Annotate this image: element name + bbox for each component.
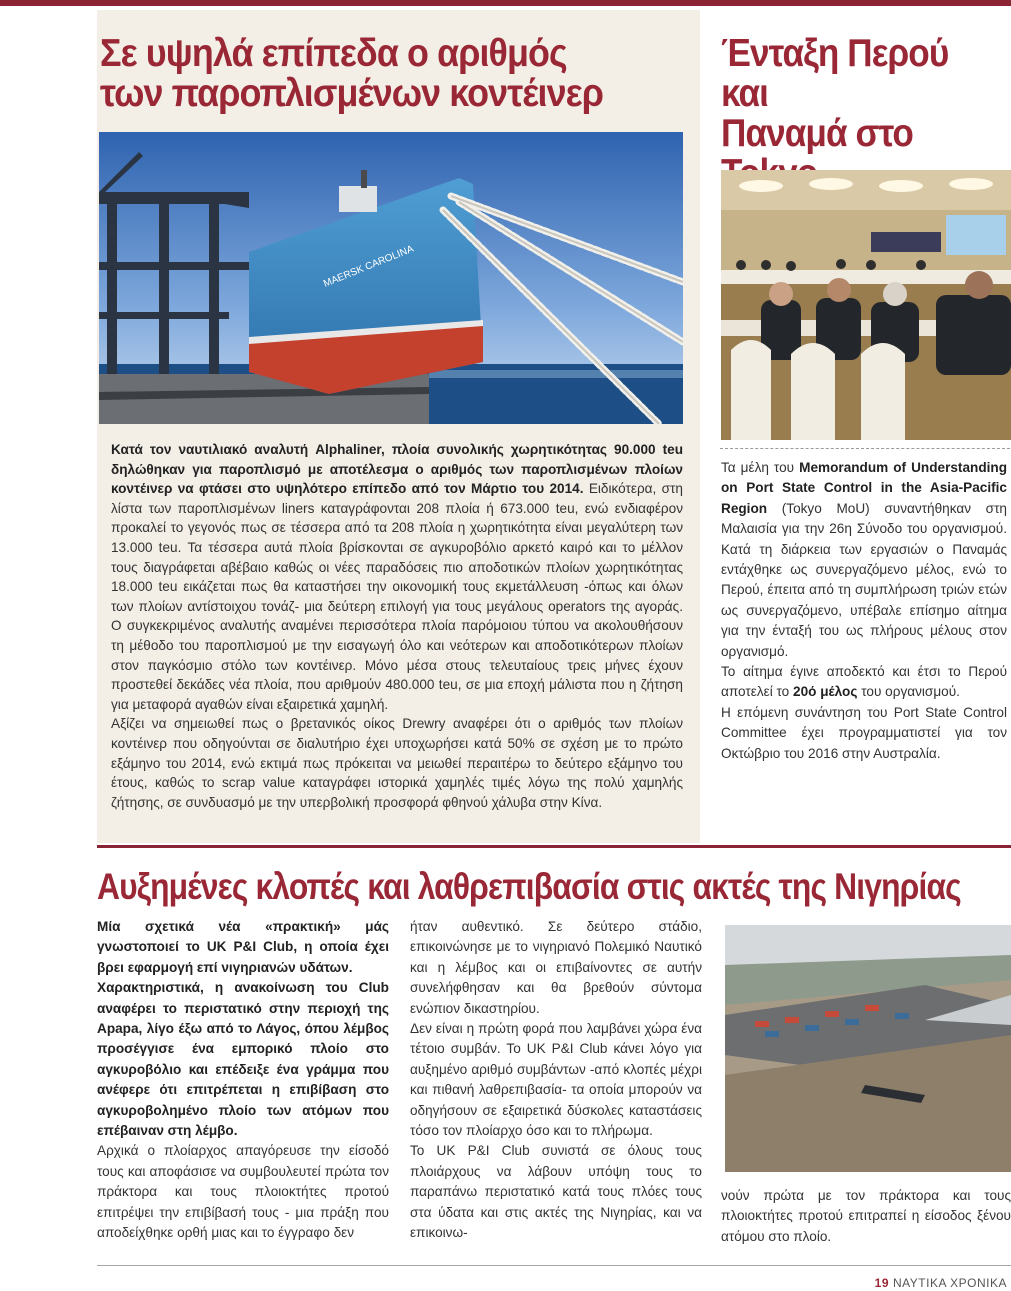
member-ordinal: 20ό μέλος <box>793 684 858 700</box>
article2-title-line1: Ένταξη Περού και <box>721 32 949 115</box>
article1-p1-rest: Ειδικότερα, στη λίστα των παροπλισμένων liners καταγράφονται 208 πλοία ή 673.000 teu, ενώ ενδιαφέρον προκαλεί το γεγονός πως σε τέσσερα από τα 208 πλοία η χωρητικότητα είναι μεγαλύτερη των 13.000 teu. Τα τέσσερα αυτά πλοία βρίσκονται σε αγκυροβόλιο αρκετό καιρό και το μέλλον τους διαγράφεται αβέβαιο καθώς οι νέες παραδόσεις πιο αποδοτικών πλοίων χωρητικότητας 18.000 teu εικάζεται πως θα καταστήσει την οικονομική τους εκμετάλλευση -όπως και όλων των πλοίων αντίστοιχου τονάζ- μια δεύτερη επιλογή για τους μεγάλους operators της αγοράς. Ο συγκεκριμένος αναλυτής αναμένει περισσότερα πλοία παρόμοιου τύπου να ακολουθήσουν τη μέθοδο του παροπλισμού με την εισαγωγή όλο και νεότερων και αποδοτικότερων πλοίων στον παγκόσμιο στόλο των κοντέινερ. Μόνο μέσα στους τελευταίους τρεις μήνες έχουν προστεθεί δεκάδες νέα πλοία, που αριθμούν 480.000 teu, σε μια εποχή μάλιστα που η ζήτηση για μεταφορά αγαθών είναι εξαιρετικά χαμηλή. <box>111 481 683 712</box>
article2-p1-c: (Tokyo MoU) συναντήθηκαν στη Μαλαισία για την 26η Σύνοδο του οργανισμού. Κατά τη διάρκεια των εργασιών ο Παναμάς εντάχθηκε ως συνεργαζόμενο μέλος, ενώ το Περού, έπειτα από τη συμπλήρωση τριών ετών ως συνεργαζόμενο, υπέβαλε επίσημο αίτημα για την ένταξή του ως πλήρους μέλους στον οργανισμό. <box>721 500 1007 659</box>
article3-col1-p1: Μία σχετικά νέα «πρακτική» μάς γνωστοποιεί το UK P&I Club, η οποία έχει βρει εφαρμογή επί νιγηριανών υδάτων. <box>97 919 389 975</box>
article1-paragraph-2: Αξίζει να σημειωθεί πως ο βρετανικός οίκος Drewry αναφέρει ότι ο αριθμός των πλοίων κοντέινερ που οδηγούνται σε διαλυτήριο έχει υποχωρήσει κατά 50% σε σχέση με το πρώτο εξάμηνο του 2014, ενώ εκτιμά πως πρόκειται να μειωθεί περαιτέρω το δεύτερο εξάμηνο του έτους, καθώς το scrap value καταγράφει ιστορικά χαμηλές τιμές λόγω της πολύ χαμηλής ζήτησης, σε συνδυασμό με την υπερβολική προσφορά φθηνού χάλυβα στην Κίνα. <box>111 716 683 810</box>
article2-p2-a: Το αίτημα έγινε αποδεκτό και έτσι το Περού αποτελεί το <box>721 664 1007 700</box>
article3-col2-p3: Το UK P&I Club συνιστά σε όλους τους πλοιάρχους να λάβουν υπόψη τους το παραπάνω περιστατικό κατά τους πλόες τους στα ύδατα και στις ακτές της Νιγηρίας, και να επικοινω- <box>410 1143 702 1241</box>
footer-rule <box>97 1265 1011 1266</box>
aerial-port-illustration <box>725 925 1011 1172</box>
conference-photo <box>721 170 1011 440</box>
article2-body <box>721 458 1007 764</box>
page-footer <box>875 1276 1007 1290</box>
article1-title-line2: των παροπλισμένων κοντέινερ <box>100 72 604 115</box>
article1-title-line1: Σε υψηλά επίπεδα ο αριθμός <box>100 32 567 75</box>
container-ship-illustration <box>99 132 683 424</box>
article1-title <box>100 34 643 114</box>
article2-p2-c: του οργανισμού. <box>857 684 960 700</box>
article2-title-line2: Παναμά στο <box>721 112 913 155</box>
magazine-name: ΝΑΥΤΙΚΑ ΧΡΟΝΙΚΑ <box>893 1276 1007 1290</box>
article3-col2-p2: Δεν είναι η πρώτη φορά που λαμβάνει χώρα ένα τέτοιο συμβάν. Το UK P&I Club κάνει λόγο για αυξημένο αριθμό συμβάντων -από κλοπές μέχρι και πιθανή λαθρεπιβασία- τα οποία μπορούν να οδηγήσουν σε εξαιρετικά δύσκολες καταστάσεις τόσο τον πλοίαρχο όσο και το πλήρωμα. <box>410 1021 702 1139</box>
article1-lead: Κατά τον ναυτιλιακό αναλυτή Alphaliner, πλοία συνολικής χωρητικότητας 90.000 teu δηλώθηκαν για παροπλισμό με αποτέλεσμα ο αριθμός των παροπλισμένων πλοίων κοντέινερ να φτάσει στο υψηλότερο επίπεδο από τον Μάρτιο του 2014. <box>111 442 683 497</box>
article1-body <box>111 440 683 812</box>
article2-paragraph-1 <box>721 458 1007 662</box>
article2-paragraph-2 <box>721 662 1007 703</box>
article3-col2-p1: ήταν αυθεντικό. Σε δεύτερο στάδιο, επικοινώνησε με το νιγηριανό Πολεμικό Ναυτικό και η λέμβος και οι επιβαίνοντες σε αυτήν συνελήφθησαν και θα βρεθούν σύντομα ενώπιον δικαστηρίου. <box>410 919 702 1016</box>
article2-paragraph-3: Η επόμενη συνάντηση του Port State Control Committee έχει προγραμματιστεί για τον Οκτώβριο του 2016 στην Αυστραλία. <box>721 704 1007 761</box>
article3-column-1 <box>97 917 389 1244</box>
ship-name-label: MAERSK CAROLINA <box>322 243 416 290</box>
container-ship-photo <box>99 132 683 424</box>
article3-column-3: νούν πρώτα με τον πράκτορα και τους πλοιοκτήτες προτού επιτραπεί η είσοδος ξένου ατόμου στο πλοίο. <box>721 1188 1011 1244</box>
article3-title: Αυξημένες κλοπές και λαθρεπιβασία στις ακτές της Νιγηρίας <box>97 866 961 907</box>
tokyo-mou-fullname: Memorandum of Understanding on Port State Control in the Asia-Pacific Region <box>721 460 1008 516</box>
section-divider <box>97 845 1011 848</box>
article2-p1-a: Τα μέλη του <box>721 460 800 475</box>
top-rule <box>0 0 1011 6</box>
article3-column-2 <box>410 917 702 1244</box>
conference-room-illustration <box>721 170 1011 440</box>
article1-paragraph-1 <box>111 440 683 714</box>
lagos-port-photo <box>725 925 1011 1172</box>
sidebar-separator <box>720 448 1010 449</box>
article3-col1-p2: Χαρακτηριστικά, η ανακοίνωση του Club αναφέρει το περιστατικό στην περιοχή της Apapa, λίγο έξω από το Λάγος, όπου λέμβος προσέγγισε ένα εμπορικό πλοίο στο αγκυροβόλιο και επέδειξε ένα γράμμα που ανέφερε ότι επιτρέπεται η επιβίβαση στο αγκυροβολημένο πλοίο των ατόμων που επέβαιναν στη λέμβο. <box>97 980 389 1139</box>
page-number: 19 <box>874 1276 890 1290</box>
article3-col1-p3: Αρχικά ο πλοίαρχος απαγόρευσε την είσοδό τους και αποφάσισε να συμβουλευτεί πρώτα τον πράκτορα και τους πλοιοκτήτες προτού επιτρέψει την επιβίβασή τους - μια πράξη που αποδείχθηκε ορθή μιας και το έγγραφο δεν <box>97 1143 389 1241</box>
